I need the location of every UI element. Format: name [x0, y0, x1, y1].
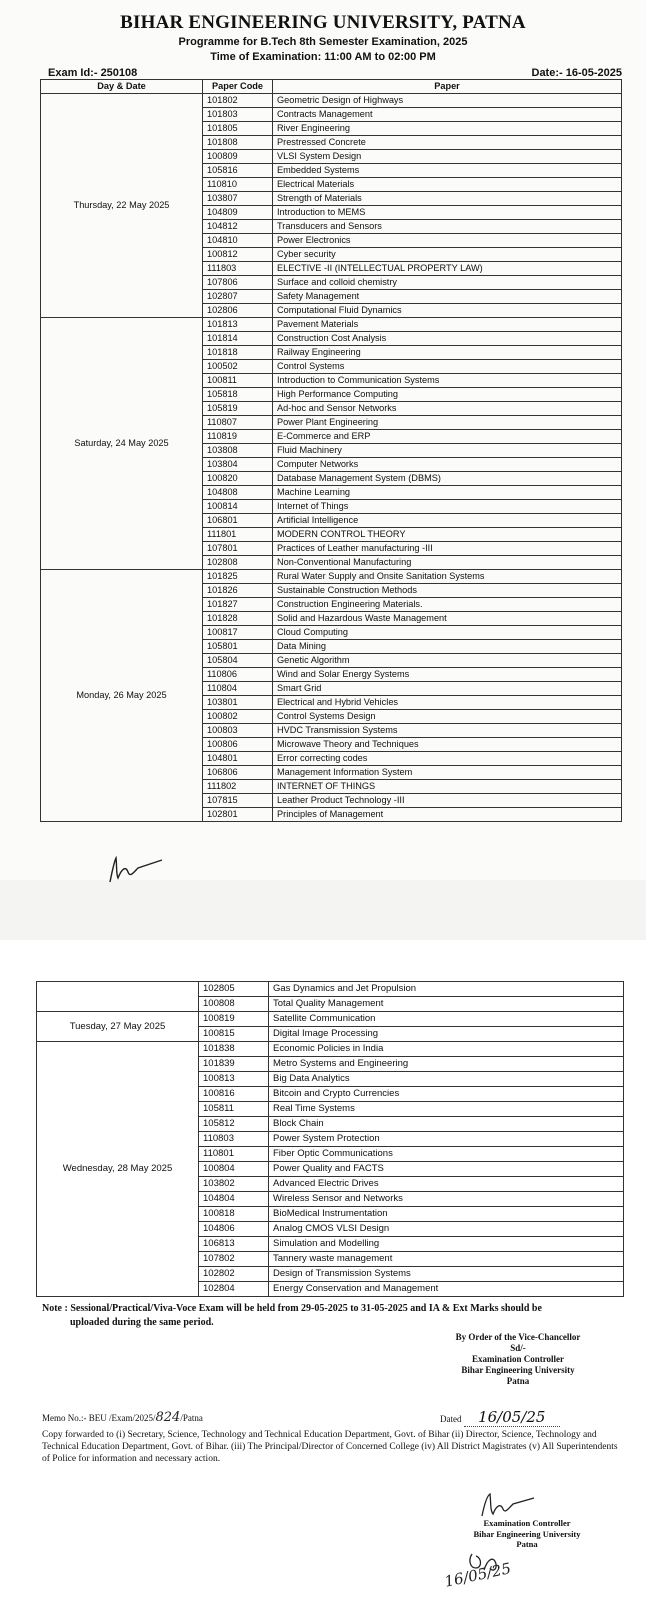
paper-code-cell: 110819 — [203, 430, 273, 444]
handwritten-date: 16/05/25 — [442, 1559, 513, 1591]
paper-name-cell: HVDC Transmission Systems — [273, 724, 622, 738]
paper-code-cell: 106801 — [203, 514, 273, 528]
schedule-table-2 — [36, 981, 624, 1297]
paper-name-cell: Microwave Theory and Techniques — [273, 738, 622, 752]
paper-code-cell: 104806 — [199, 1222, 269, 1237]
paper-name-cell: Design of Transmission Systems — [269, 1267, 624, 1282]
paper-code-cell: 100808 — [199, 997, 269, 1012]
paper-name-cell: Economic Policies in India — [269, 1042, 624, 1057]
page-gap — [0, 880, 646, 940]
paper-name-cell: BioMedical Instrumentation — [269, 1207, 624, 1222]
paper-name-cell: Database Management System (DBMS) — [273, 472, 622, 486]
paper-name-cell: Error correcting codes — [273, 752, 622, 766]
sign-title: Examination Controller — [483, 1518, 571, 1528]
paper-name-cell: Wind and Solar Energy Systems — [273, 668, 622, 682]
paper-code-cell: 102802 — [199, 1267, 269, 1282]
paper-name-cell: Control Systems — [273, 360, 622, 374]
day-date-cell: Monday, 26 May 2025 — [41, 570, 203, 822]
paper-name-cell: Principles of Management — [273, 808, 622, 822]
paper-name-cell: Power System Protection — [269, 1132, 624, 1147]
paper-code-cell: 100815 — [199, 1027, 269, 1042]
paper-name-cell: Satellite Communication — [269, 1012, 624, 1027]
paper-code-cell: 110807 — [203, 416, 273, 430]
paper-code-cell: 101825 — [203, 570, 273, 584]
paper-code-cell: 105819 — [203, 402, 273, 416]
paper-code-cell: 105801 — [203, 640, 273, 654]
paper-name-cell: Total Quality Management — [269, 997, 624, 1012]
paper-code-cell: 107801 — [203, 542, 273, 556]
paper-name-cell: Fiber Optic Communications — [269, 1147, 624, 1162]
paper-code-cell: 102808 — [203, 556, 273, 570]
paper-code-cell: 107806 — [203, 276, 273, 290]
column-header-code: Paper Code — [203, 80, 273, 94]
paper-name-cell: Machine Learning — [273, 486, 622, 500]
paper-name-cell: ELECTIVE -II (INTELLECTUAL PROPERTY LAW) — [273, 262, 622, 276]
day-date-cell: Saturday, 24 May 2025 — [41, 318, 203, 570]
paper-name-cell: Prestressed Concrete — [273, 136, 622, 150]
paper-code-cell: 105811 — [199, 1102, 269, 1117]
programme-heading: Programme for B.Tech 8th Semester Examination, 2025 — [178, 36, 468, 48]
paper-code-cell: 101805 — [203, 122, 273, 136]
order-text: By Order of the Vice-Chancellor — [455, 1332, 581, 1342]
column-header-day: Day & Date — [41, 80, 203, 94]
paper-code-cell: 102804 — [199, 1282, 269, 1297]
paper-code-cell: 100806 — [203, 738, 273, 752]
paper-name-cell: Artificial Intelligence — [273, 514, 622, 528]
dated-field — [440, 1408, 560, 1427]
paper-code-cell: 102807 — [203, 290, 273, 304]
paper-name-cell: Gas Dynamics and Jet Propulsion — [269, 982, 624, 997]
paper-name-cell: Management Information System — [273, 766, 622, 780]
table-row — [41, 318, 622, 332]
paper-code-cell: 105816 — [203, 164, 273, 178]
paper-name-cell: Ad-hoc and Sensor Networks — [273, 402, 622, 416]
paper-code-cell: 103801 — [203, 696, 273, 710]
paper-name-cell: Introduction to Communication Systems — [273, 374, 622, 388]
paper-code-cell: 104804 — [199, 1192, 269, 1207]
memo-handwritten-number: 824 — [155, 1410, 181, 1425]
paper-code-cell: 102806 — [203, 304, 273, 318]
table-row — [37, 1042, 624, 1057]
paper-name-cell: Power Plant Engineering — [273, 416, 622, 430]
controller-text: Examination Controller — [471, 1354, 565, 1364]
paper-code-cell: 100802 — [203, 710, 273, 724]
paper-name-cell: Cyber security — [273, 248, 622, 262]
table-row — [41, 94, 622, 108]
paper-name-cell: Safety Management — [273, 290, 622, 304]
paper-name-cell: Cloud Computing — [273, 626, 622, 640]
paper-code-cell: 104808 — [203, 486, 273, 500]
paper-name-cell: Pavement Materials — [273, 318, 622, 332]
paper-code-cell: 101827 — [203, 598, 273, 612]
paper-name-cell: Power Electronics — [273, 234, 622, 248]
paper-code-cell: 101808 — [203, 136, 273, 150]
paper-code-cell: 101802 — [203, 94, 273, 108]
paper-code-cell: 101818 — [203, 346, 273, 360]
paper-code-cell: 100502 — [203, 360, 273, 374]
day-date-cell: Wednesday, 28 May 2025 — [37, 1042, 199, 1297]
paper-name-cell: Simulation and Modelling — [269, 1237, 624, 1252]
paper-code-cell: 105818 — [203, 388, 273, 402]
note-line-2: uploaded during the same period. — [70, 1317, 214, 1328]
paper-code-cell: 101803 — [203, 108, 273, 122]
paper-name-cell: MODERN CONTROL THEORY — [273, 528, 622, 542]
paper-code-cell: 105812 — [199, 1117, 269, 1132]
paper-name-cell: Data Mining — [273, 640, 622, 654]
paper-code-cell: 100803 — [203, 724, 273, 738]
paper-code-cell: 100811 — [203, 374, 273, 388]
paper-code-cell: 100818 — [199, 1207, 269, 1222]
paper-name-cell: Construction Engineering Materials. — [273, 598, 622, 612]
paper-name-cell: Railway Engineering — [273, 346, 622, 360]
day-date-cell: Tuesday, 27 May 2025 — [37, 1012, 199, 1042]
copy-forwarded: Copy forwarded to (i) Secretary, Science, Technology and Technical Education Department, Govt. of Bihar (ii) Director, Science, Technology and Technical Education Department, Govt. of Bihar. (iii) The Principal/Director of Concerned College (iv) All District Magistrates (v) All Superintendents of Police for information and necessary action. — [42, 1430, 618, 1464]
paper-code-cell: 101828 — [203, 612, 273, 626]
paper-name-cell: Introduction to MEMS — [273, 206, 622, 220]
paper-name-cell: High Performance Computing — [273, 388, 622, 402]
paper-name-cell: E-Commerce and ERP — [273, 430, 622, 444]
controller-block — [452, 1518, 602, 1550]
paper-name-cell: Geometric Design of Highways — [273, 94, 622, 108]
paper-name-cell: Digital Image Processing — [269, 1027, 624, 1042]
paper-code-cell: 104810 — [203, 234, 273, 248]
paper-code-cell: 100813 — [199, 1072, 269, 1087]
paper-code-cell: 103807 — [203, 192, 273, 206]
paper-name-cell: INTERNET OF THINGS — [273, 780, 622, 794]
memo-prefix: Memo No.:- BEU /Exam/2025/ — [42, 1413, 156, 1423]
paper-name-cell: Computer Networks — [273, 458, 622, 472]
paper-code-cell: 100804 — [199, 1162, 269, 1177]
paper-name-cell: Rural Water Supply and Onsite Sanitation Systems — [273, 570, 622, 584]
paper-code-cell: 103804 — [203, 458, 273, 472]
paper-name-cell: Solid and Hazardous Waste Management — [273, 612, 622, 626]
paper-code-cell: 110803 — [199, 1132, 269, 1147]
paper-code-cell: 102801 — [203, 808, 273, 822]
exam-time: Time of Examination: 11:00 AM to 02:00 PM — [210, 51, 436, 63]
paper-name-cell: Electrical and Hybrid Vehicles — [273, 696, 622, 710]
signature-scribble — [104, 852, 166, 886]
paper-name-cell: Non-Conventional Manufacturing — [273, 556, 622, 570]
city-text: Patna — [506, 1376, 530, 1386]
paper-code-cell: 102805 — [199, 982, 269, 997]
paper-code-cell: 104801 — [203, 752, 273, 766]
paper-code-cell: 107815 — [203, 794, 273, 808]
paper-code-cell: 100816 — [199, 1087, 269, 1102]
paper-name-cell: Transducers and Sensors — [273, 220, 622, 234]
controller-signature — [478, 1490, 538, 1520]
paper-code-cell: 101839 — [199, 1057, 269, 1072]
paper-name-cell: Surface and colloid chemistry — [273, 276, 622, 290]
table-row — [37, 1012, 624, 1027]
paper-name-cell: Tannery waste management — [269, 1252, 624, 1267]
paper-code-cell: 110804 — [203, 682, 273, 696]
paper-name-cell: Leather Product Technology -III — [273, 794, 622, 808]
paper-name-cell: River Engineering — [273, 122, 622, 136]
paper-name-cell: Sustainable Construction Methods — [273, 584, 622, 598]
paper-name-cell: Embedded Systems — [273, 164, 622, 178]
paper-name-cell: Bitcoin and Crypto Currencies — [269, 1087, 624, 1102]
table-row — [37, 982, 624, 997]
paper-code-cell: 106806 — [203, 766, 273, 780]
paper-code-cell: 110806 — [203, 668, 273, 682]
paper-name-cell: Control Systems Design — [273, 710, 622, 724]
paper-name-cell: Metro Systems and Engineering — [269, 1057, 624, 1072]
day-date-cell: Thursday, 22 May 2025 — [41, 94, 203, 318]
paper-code-cell: 100814 — [203, 500, 273, 514]
paper-code-cell: 101813 — [203, 318, 273, 332]
paper-name-cell: Internet of Things — [273, 500, 622, 514]
paper-name-cell: Power Quality and FACTS — [269, 1162, 624, 1177]
paper-code-cell: 105804 — [203, 654, 273, 668]
paper-name-cell: Strength of Materials — [273, 192, 622, 206]
exam-id: Exam Id:- 250108 — [48, 67, 138, 79]
paper-name-cell: Smart Grid — [273, 682, 622, 696]
paper-name-cell: VLSI System Design — [273, 150, 622, 164]
university-title: BIHAR ENGINEERING UNIVERSITY, PATNA — [120, 12, 526, 33]
sign-university: Bihar Engineering University — [473, 1528, 581, 1539]
paper-name-cell: Fluid Machinery — [273, 444, 622, 458]
dated-handwritten: 16/05/25 — [464, 1408, 560, 1427]
paper-code-cell: 104812 — [203, 220, 273, 234]
paper-name-cell: Contracts Management — [273, 108, 622, 122]
notice-date: Date:- 16-05-2025 — [531, 67, 622, 79]
memo-suffix: /Patna — [180, 1413, 203, 1423]
paper-code-cell: 104809 — [203, 206, 273, 220]
paper-code-cell: 106813 — [199, 1237, 269, 1252]
paper-code-cell: 111802 — [203, 780, 273, 794]
paper-code-cell: 101826 — [203, 584, 273, 598]
paper-code-cell: 101838 — [199, 1042, 269, 1057]
paper-code-cell: 103802 — [199, 1177, 269, 1192]
paper-name-cell: Real Time Systems — [269, 1102, 624, 1117]
column-header-paper: Paper — [273, 80, 622, 94]
memo-number — [42, 1410, 203, 1425]
order-block — [418, 1332, 618, 1387]
paper-code-cell: 100817 — [203, 626, 273, 640]
paper-code-cell: 101814 — [203, 332, 273, 346]
paper-code-cell: 100820 — [203, 472, 273, 486]
paper-name-cell: Genetic Algorithm — [273, 654, 622, 668]
paper-code-cell: 100812 — [203, 248, 273, 262]
paper-name-cell: Analog CMOS VLSI Design — [269, 1222, 624, 1237]
paper-name-cell: Big Data Analytics — [269, 1072, 624, 1087]
paper-name-cell: Energy Conservation and Management — [269, 1282, 624, 1297]
sign-city: Patna — [516, 1539, 538, 1549]
paper-code-cell: 111801 — [203, 528, 273, 542]
note-line-1: Note : Sessional/Practical/Viva-Voce Exam will be held from 29-05-2025 to 31-05-2025 and IA & Ext Marks should be — [42, 1303, 542, 1314]
paper-name-cell: Advanced Electric Drives — [269, 1177, 624, 1192]
paper-code-cell: 107802 — [199, 1252, 269, 1267]
schedule-table-1 — [40, 79, 622, 822]
paper-name-cell: Construction Cost Analysis — [273, 332, 622, 346]
paper-name-cell: Wireless Sensor and Networks — [269, 1192, 624, 1207]
paper-code-cell: 110801 — [199, 1147, 269, 1162]
paper-code-cell: 110810 — [203, 178, 273, 192]
paper-name-cell: Block Chain — [269, 1117, 624, 1132]
dated-label: Dated — [440, 1414, 462, 1424]
university-text: Bihar Engineering University — [461, 1365, 575, 1375]
paper-name-cell: Electrical Materials — [273, 178, 622, 192]
exam-note — [42, 1302, 622, 1330]
paper-code-cell: 100809 — [203, 150, 273, 164]
paper-code-cell: 100819 — [199, 1012, 269, 1027]
sd-text: Sd/- — [510, 1343, 526, 1353]
day-date-cell — [37, 982, 199, 1012]
paper-code-cell: 111803 — [203, 262, 273, 276]
paper-code-cell: 103808 — [203, 444, 273, 458]
paper-name-cell: Practices of Leather manufacturing -III — [273, 542, 622, 556]
table-row — [41, 570, 622, 584]
paper-name-cell: Computational Fluid Dynamics — [273, 304, 622, 318]
